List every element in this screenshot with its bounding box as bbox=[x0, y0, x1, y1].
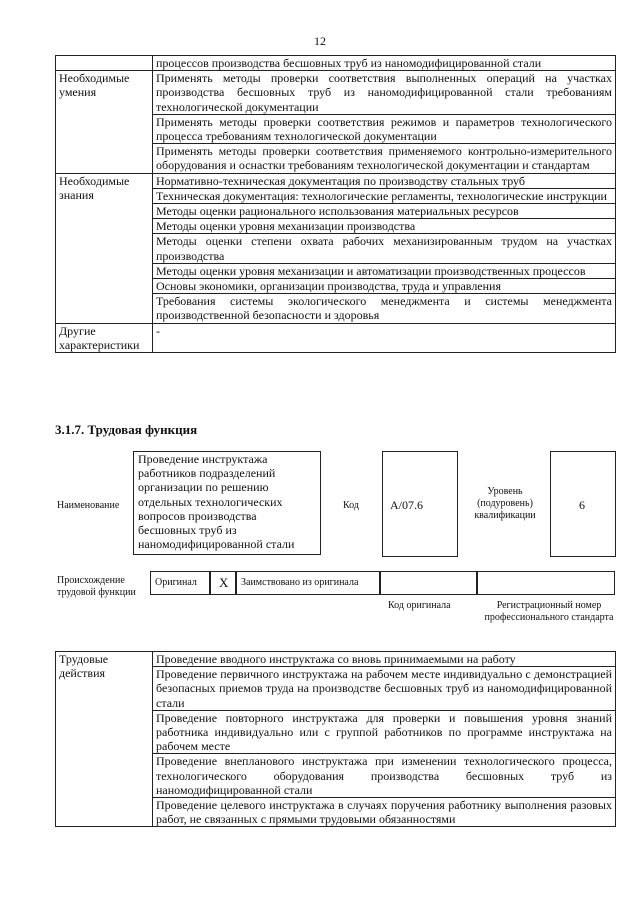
original-cell bbox=[150, 571, 210, 595]
table-cell: Методы оценки уровня механизации производства bbox=[153, 219, 616, 234]
table-cell: Проведение вводного инструктажа со вновь принимаемыми на работу bbox=[153, 652, 616, 667]
row-header-other: Другие характеристики bbox=[56, 323, 153, 352]
table-cell: - bbox=[153, 323, 616, 352]
table-cell: Применять методы проверки соответствия режимов и параметров технологического процесса требованиям технологической документации bbox=[153, 114, 616, 143]
table-cell: Проведение первичного инструктажа на рабочем месте индивидуально с демонстрацией безопасных приемов труда на производстве бесшовных труб из наномодифицированной стали bbox=[153, 667, 616, 711]
original-label: Оригинал bbox=[155, 577, 197, 588]
page-number: 12 bbox=[314, 34, 326, 48]
original-mark: X bbox=[210, 571, 236, 595]
table-cell: Методы оценки рационального использования материальных ресурсов bbox=[153, 204, 616, 219]
name-label: Наименование bbox=[57, 500, 120, 511]
row-header-skills: Необходимые умения bbox=[56, 71, 153, 173]
table-row bbox=[56, 71, 616, 115]
table-row bbox=[56, 652, 616, 667]
table-row bbox=[56, 323, 616, 352]
table-row bbox=[56, 173, 616, 188]
level-value: 6 bbox=[579, 498, 585, 512]
table-cell: Проведение целевого инструктажа в случаях поручения работнику выполнения разовых работ, не связанных с прямыми трудовыми обязанностями bbox=[153, 798, 616, 827]
table-cell: Основы экономики, организации производства, труда и управления bbox=[153, 279, 616, 294]
table-cell: Методы оценки уровня механизации и автоматизации производственных процессов bbox=[153, 263, 616, 278]
function-name-box: Проведение инструктажа работников подразделений организации по решению отдельных технологических вопросов производства бесшовных труб из наномодифицированной стали bbox=[133, 451, 321, 555]
origin-label: Происхождение трудовой функции bbox=[57, 575, 136, 598]
table-cell: процессов производства бесшовных труб из наномодифицированной стали bbox=[153, 56, 616, 71]
table-cell: Применять методы проверки соответствия применяемого контрольно-измерительного оборудования и оснастки требованиям технологической документации и стандартам bbox=[153, 144, 616, 173]
row-header-actions: Трудовые действия bbox=[56, 652, 153, 827]
table-cell: Проведение внепланового инструктажа при изменении технологического процесса, технологического оборудования производства бесшовных труб из наномодифицированной стали bbox=[153, 754, 616, 798]
table-row bbox=[56, 56, 616, 71]
reg-number-label: Регистрационный номер профессионального стандарта bbox=[484, 600, 614, 623]
code-original-label: Код оригинала bbox=[388, 600, 451, 611]
skills-knowledge-table bbox=[55, 55, 616, 353]
row-header-empty bbox=[56, 56, 153, 71]
table-cell: Нормативно-техническая документация по производству стальных труб bbox=[153, 173, 616, 188]
table-cell: Методы оценки степени охвата рабочих механизированным трудом на участках производства bbox=[153, 234, 616, 263]
section-title: 3.1.7. Трудовая функция bbox=[55, 422, 198, 437]
reg-number-cell bbox=[477, 571, 615, 595]
level-label: Уровень (подуровень) квалификации bbox=[474, 486, 536, 521]
original-code-cell bbox=[380, 571, 477, 595]
code-label: Код bbox=[343, 500, 359, 511]
labor-actions-table bbox=[55, 651, 616, 827]
origin-row bbox=[150, 571, 615, 595]
table-cell: Проведение повторного инструктажа для проверки и повышения уровня знаний работника индивидуально или с группой работников по программе инструктажа на рабочем месте bbox=[153, 710, 616, 754]
code-value: A/07.6 bbox=[390, 498, 423, 512]
borrowed-cell: Заимствовано из оригинала bbox=[236, 571, 380, 595]
table-cell: Применять методы проверки соответствия выполненных операций на участках производства бесшовных труб из наномодифицированной стали требованиям технологической документации bbox=[153, 71, 616, 115]
row-header-knowledge: Необходимые знания bbox=[56, 173, 153, 323]
table-cell: Техническая документация: технологические регламенты, технологические инструкции bbox=[153, 188, 616, 203]
table-cell: Требования системы экологического менеджмента и системы менеджмента производственной безопасности и здоровья bbox=[153, 294, 616, 323]
